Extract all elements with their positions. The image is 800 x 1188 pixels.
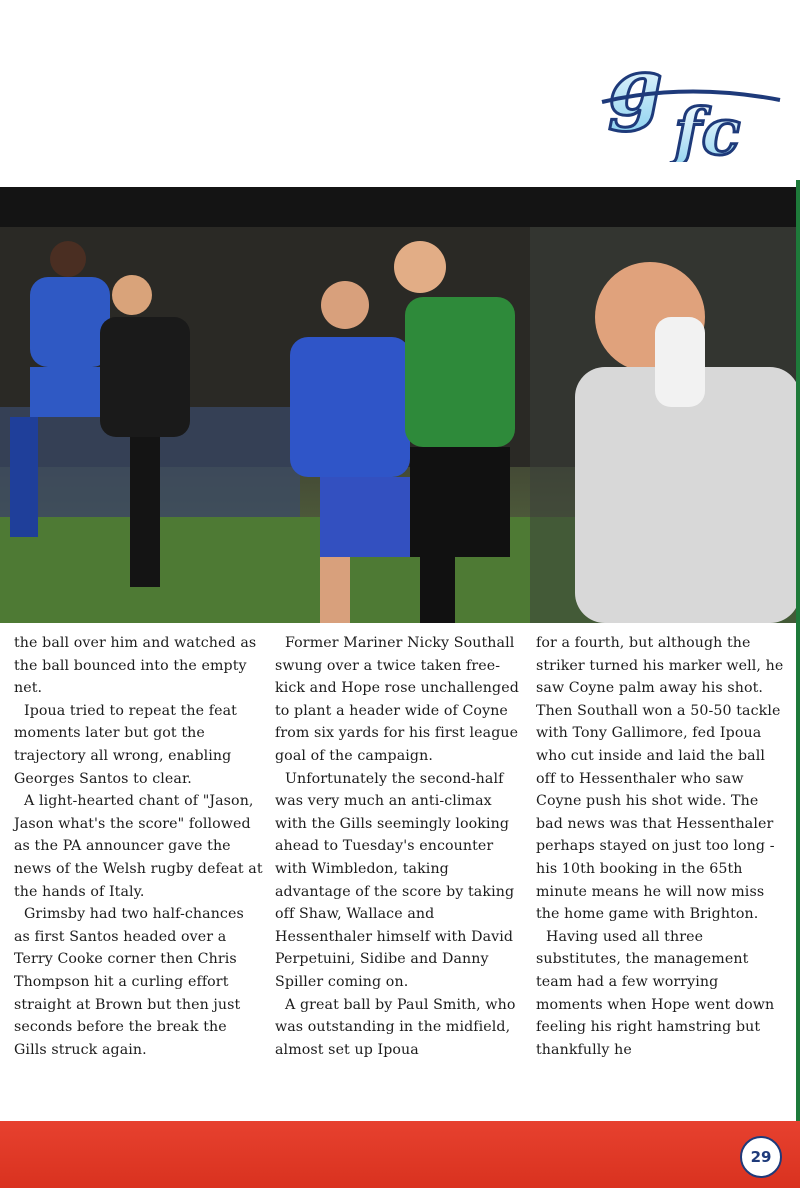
paragraph: Former Mariner Nicky Southall swung over a twice taken free-kick and Hope rose unchallenged to plant a header wide of Coyne from six yards for his first league goal of the campaign. [275, 635, 519, 764]
paragraph: the ball over him and watched as the ball bounced into the empty net. [14, 635, 257, 697]
photo-scene [0, 227, 800, 623]
paragraph: A great ball by Paul Smith, who was outstanding in the midfield, almost set up Ipoua [275, 996, 516, 1058]
paragraph: Ipoua tried to repeat the feat moments later but got the trajectory all wrong, enabling Georges Santos to clear. [14, 702, 237, 787]
column-2 [275, 632, 525, 1061]
paragraph: Unfortunately the second-half was very much an anti-climax with the Gills seemingly looking ahead to Tuesday's encounter with Wimbledon, taking advantage of the score by taking off Shaw, Wallace and Hessenthaler himself with David Perpetuini, Sidibe and Danny Spiller coming on. [275, 770, 515, 990]
goalkeeper [530, 227, 800, 623]
page-edge-stripe [796, 180, 800, 1121]
paragraph: Grimsby had two half-chances as first Santos headed over a Terry Cooke corner then Chris Thompson hit a curling effort straight at Brown but then just seconds before the break the Gills struck again. [14, 906, 244, 1058]
match-photo [0, 227, 800, 623]
paragraph: A light-hearted chant of "Jason, Jason what's the score" followed as the PA announcer gave the news of the Welsh rugby defeat at the hands of Italy. [14, 793, 263, 900]
header-band [0, 187, 800, 227]
svg-text:g: g [608, 42, 663, 133]
column-1 [14, 632, 264, 1061]
article-body [0, 632, 800, 1112]
club-logo [596, 42, 786, 162]
page-number: 29 [740, 1136, 782, 1178]
svg-text:fc: fc [674, 95, 741, 162]
paragraph: for a fourth, but although the striker turned his marker well, he saw Coyne palm away his shot. Then Southall won a 50-50 tackle with Tony Gallimore, fed Ipoua who cut inside and laid the ball off to Hessenthaler who saw Coyne push his shot wide. The bad news was that Hessenthaler perhaps stayed on just too long - his 10th booking in the 65th minute means he will now miss the home game with Brighton. [536, 635, 784, 923]
footer-band [0, 1121, 800, 1188]
column-3 [536, 632, 786, 1061]
gfc-logo-graphic [596, 42, 786, 162]
paragraph: Having used all three substitutes, the management team had a few worrying moments when Hope went down feeling his right hamstring but thankfully he [536, 928, 775, 1058]
